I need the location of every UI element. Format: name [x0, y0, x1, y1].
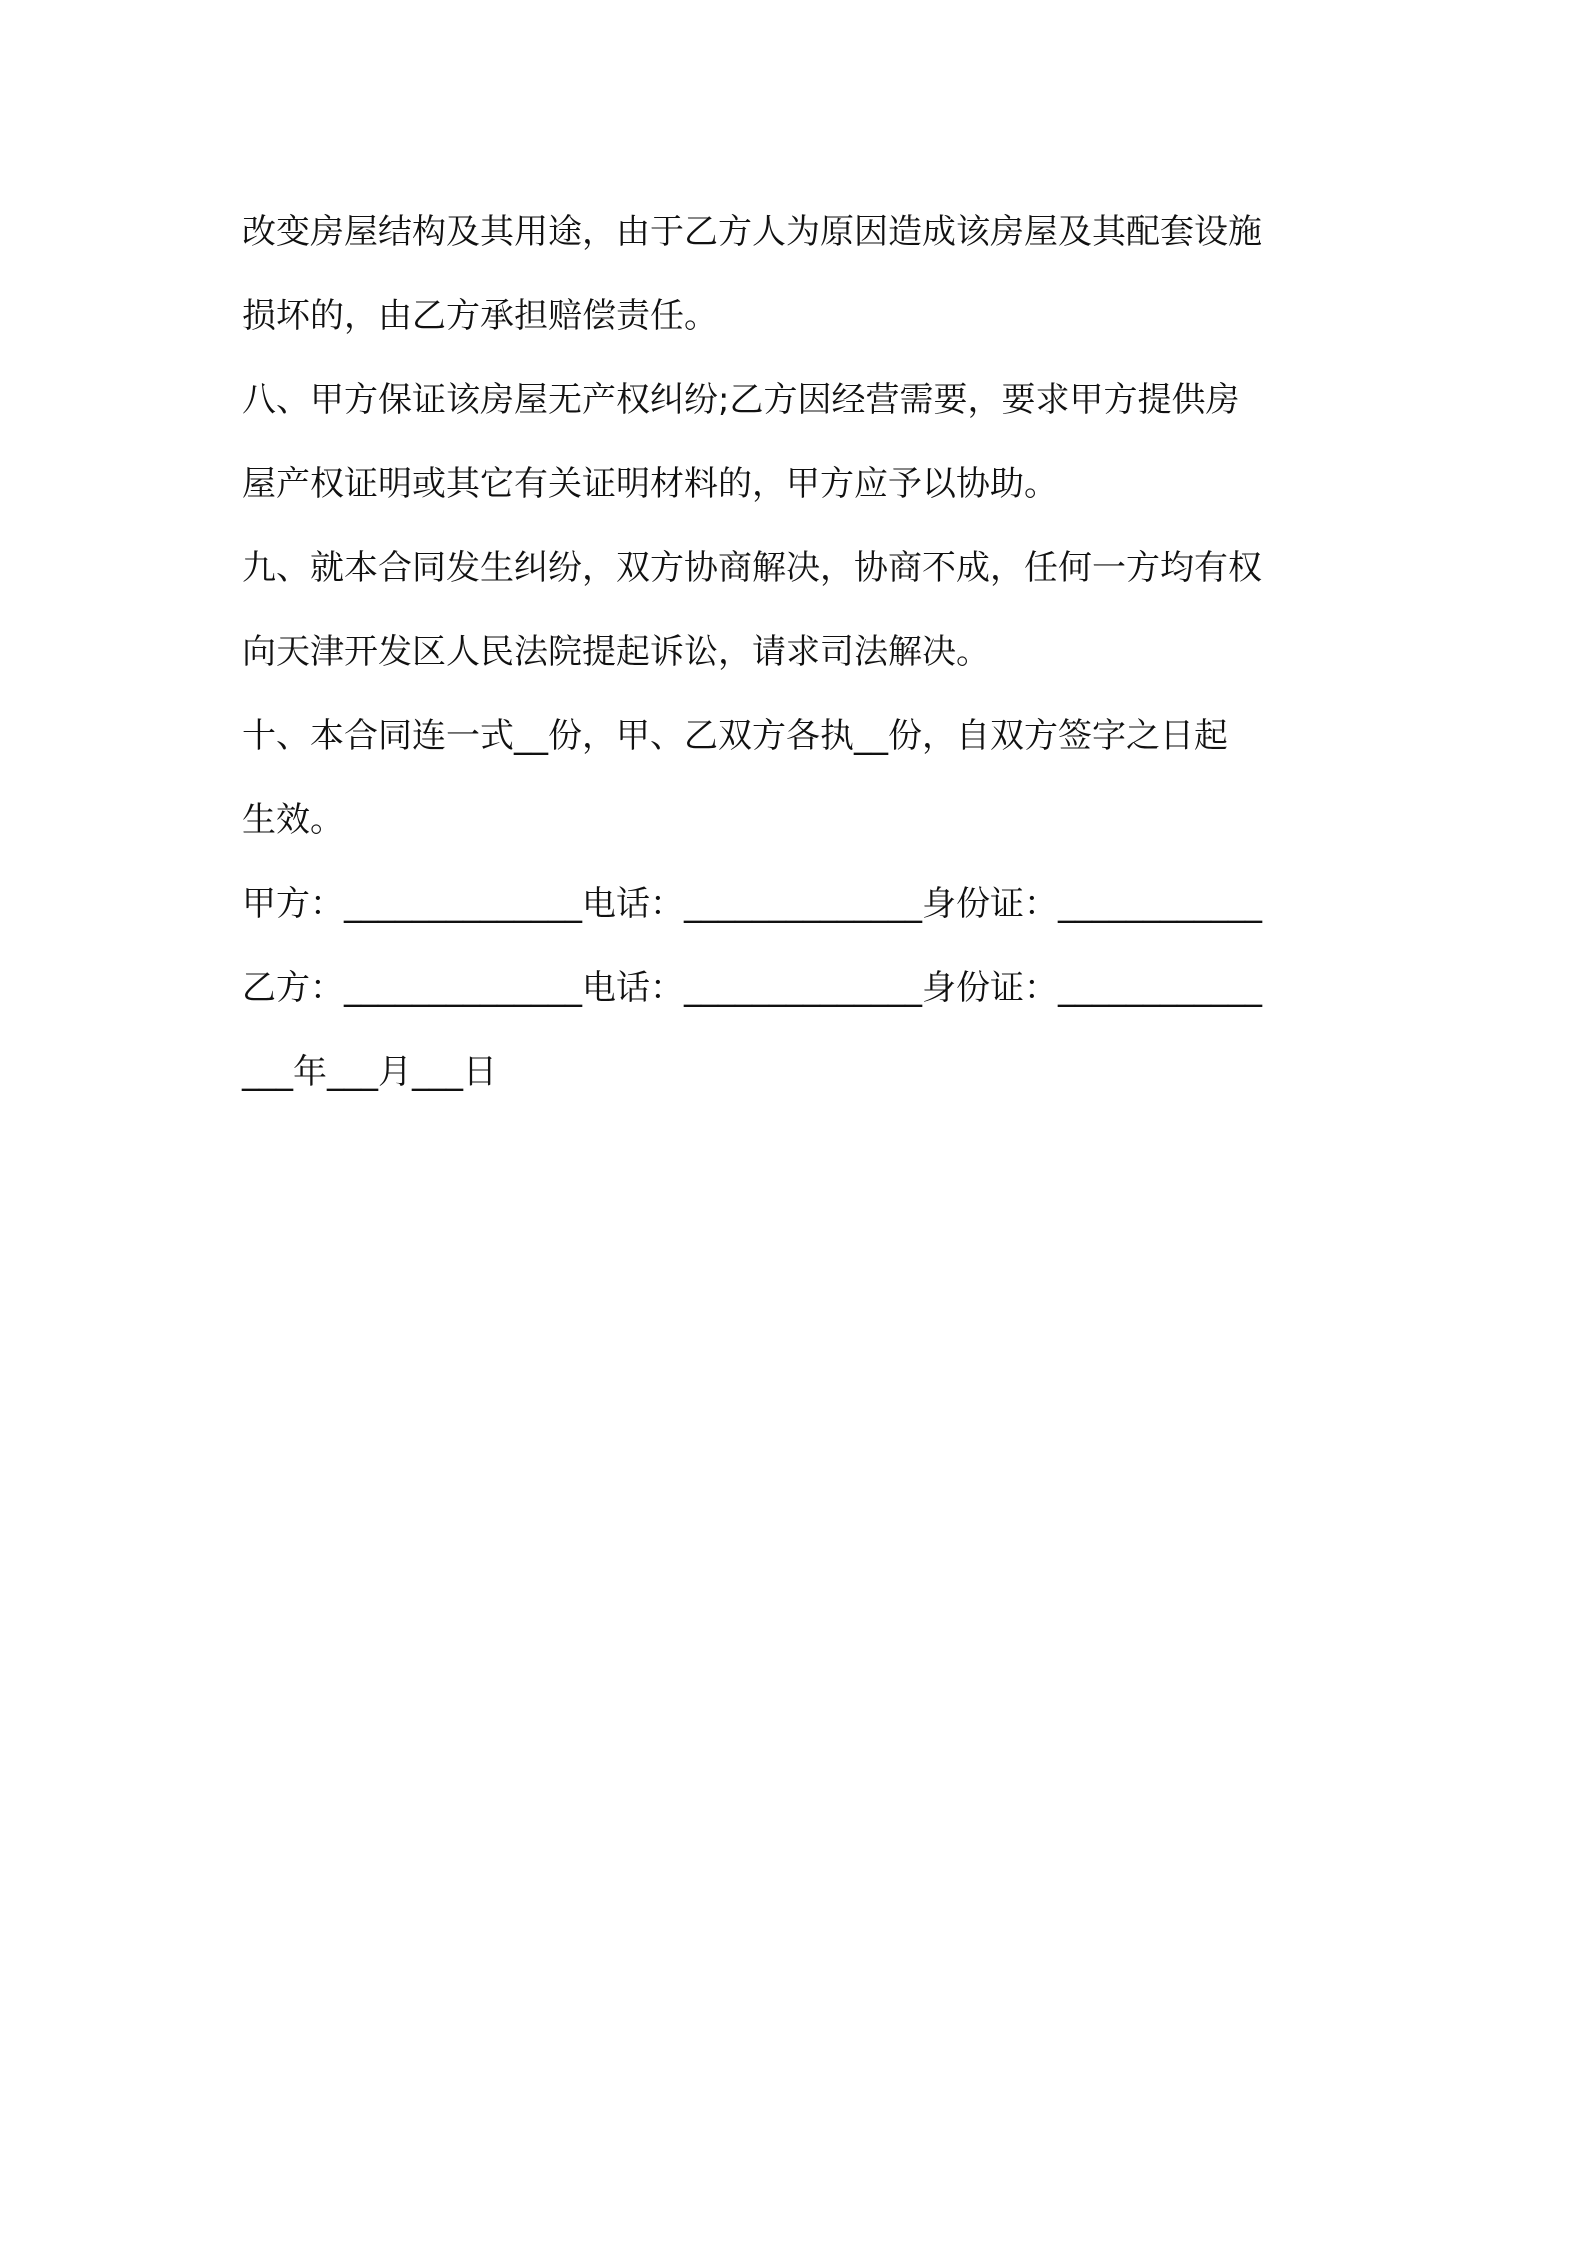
clause-10-line-2: 生效。 — [242, 800, 344, 840]
clause-8-line-1: 八、甲方保证该房屋无产权纠纷;乙方因经营需要，要求甲方提供房 — [242, 380, 1240, 420]
party-a-signature-line: 甲方：______________电话：______________身份证：____________ — [242, 884, 1262, 924]
clause-7-continuation-line-1: 改变房屋结构及其用途，由于乙方人为原因造成该房屋及其配套设施 — [242, 212, 1262, 252]
party-b-signature-line: 乙方：______________电话：______________身份证：____________ — [242, 968, 1262, 1008]
contract-body — [242, 190, 1354, 1114]
clause-9-line-1: 九、就本合同发生纠纷，双方协商解决，协商不成，任何一方均有权 — [242, 548, 1262, 588]
clause-7-continuation-line-2: 损坏的，由乙方承担赔偿责任。 — [242, 296, 718, 336]
date-line: ___年___月___日 — [242, 1052, 497, 1092]
clause-9-line-2: 向天津开发区人民法院提起诉讼，请求司法解决。 — [242, 632, 990, 672]
clause-10-line-1: 十、本合同连一式__份，甲、乙双方各执__份，自双方签字之日起 — [242, 716, 1228, 756]
clause-8-line-2: 屋产权证明或其它有关证明材料的，甲方应予以协助。 — [242, 464, 1058, 504]
